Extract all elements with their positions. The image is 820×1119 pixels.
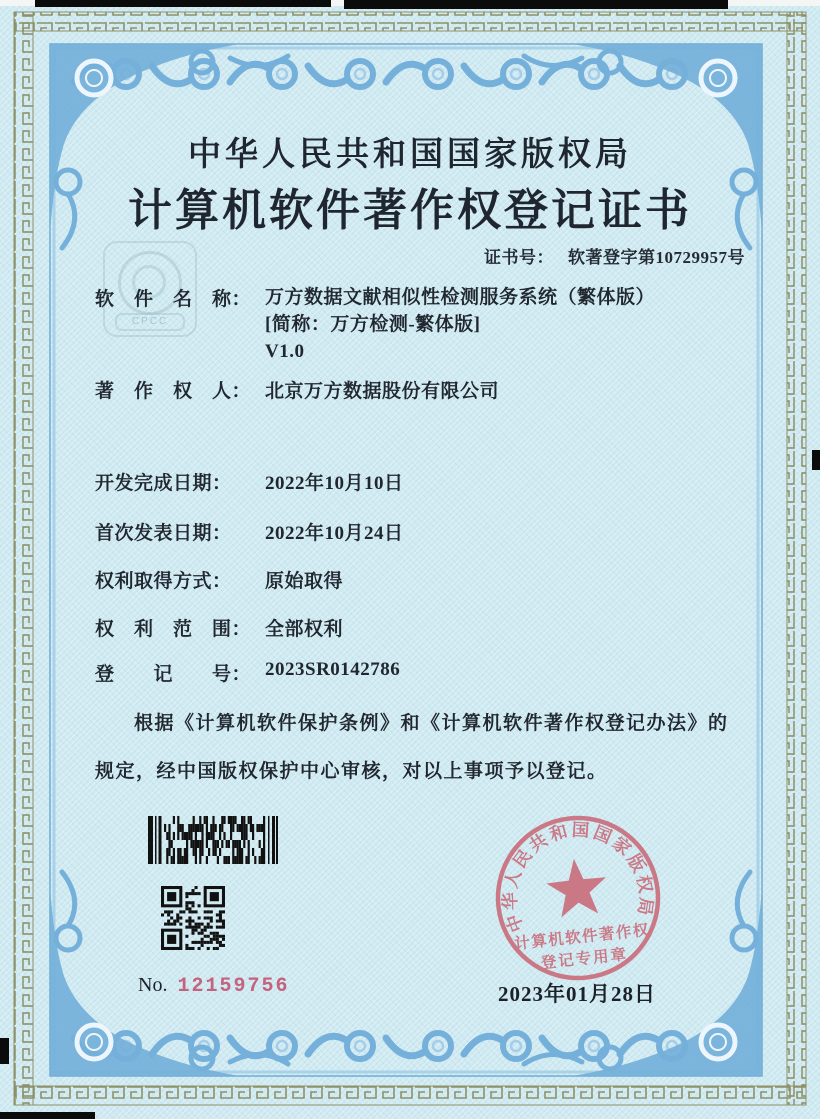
field-label: 登 记 号： xyxy=(95,664,252,685)
statement-line-1: 根据《计算机软件保护条例》和《计算机软件著作权登记办法》的 xyxy=(134,713,729,734)
field-registration-number xyxy=(95,659,400,686)
field-label: 首次发表日期： xyxy=(95,523,232,544)
star-icon xyxy=(544,856,610,919)
red-circular-seal xyxy=(474,794,683,1003)
serial-number-line xyxy=(138,974,289,998)
software-name-line: V1.0 xyxy=(265,341,305,362)
field-value: 全部权利 xyxy=(265,619,344,640)
software-name-line: 万方数据文献相似性检测服务系统（繁体版） xyxy=(265,287,656,308)
authority-title: 中华人民共和国国家版权局 xyxy=(188,137,632,173)
field-value: 原始取得 xyxy=(265,571,344,592)
pdf417-barcode xyxy=(148,816,281,864)
field-label: 权 利 范 围： xyxy=(95,619,252,640)
field-value: 2023SR0142786 xyxy=(265,659,401,680)
watermark-label: CPCC xyxy=(115,313,185,331)
certificate-number-label: 证书号： xyxy=(484,248,554,267)
field-value: 北京万方数据股份有限公司 xyxy=(265,381,500,402)
field-label: 著 作 权 人： xyxy=(95,381,252,402)
serial-number: 12159756 xyxy=(177,975,290,998)
certificate-title: 计算机软件著作权登记证书 xyxy=(128,186,692,235)
statement-line-2: 规定，经中国版权保护中心审核，对以上事项予以登记。 xyxy=(95,761,608,782)
certificate-number-value: 软著登字第10729957号 xyxy=(568,248,745,267)
field-rights-holder xyxy=(95,376,499,403)
serial-prefix: No. xyxy=(138,974,168,996)
field-value: 2022年10月10日 xyxy=(265,473,404,494)
seal-line-1: 计算机软件著作权 xyxy=(513,921,651,953)
field-software-name xyxy=(95,284,655,365)
field-rights-scope xyxy=(95,614,343,641)
software-name-line: [简称：万方检测-繁体版] xyxy=(265,314,481,335)
scan-artifact xyxy=(344,0,728,9)
scan-artifact xyxy=(0,1038,9,1064)
qr-code xyxy=(161,886,225,950)
field-label: 软 件 名 称： xyxy=(95,289,252,310)
seal-line-2: 登记专用章 xyxy=(540,946,629,973)
field-rights-acquisition xyxy=(95,566,343,593)
field-value: 2022年10月24日 xyxy=(265,523,404,544)
field-dev-complete-date xyxy=(95,468,404,495)
field-label: 权利取得方式： xyxy=(95,571,232,592)
seal-ring-text: 中华人民共和国国家版权局 xyxy=(499,819,657,935)
scan-artifact xyxy=(0,1112,95,1119)
scan-artifact xyxy=(35,0,331,7)
issue-date: 2023年01月28日 xyxy=(498,982,656,1006)
field-label: 开发完成日期： xyxy=(95,473,232,494)
scan-artifact xyxy=(812,450,820,470)
certificate-number-line xyxy=(484,243,745,268)
field-value xyxy=(265,284,655,365)
field-first-publish-date xyxy=(95,518,404,545)
